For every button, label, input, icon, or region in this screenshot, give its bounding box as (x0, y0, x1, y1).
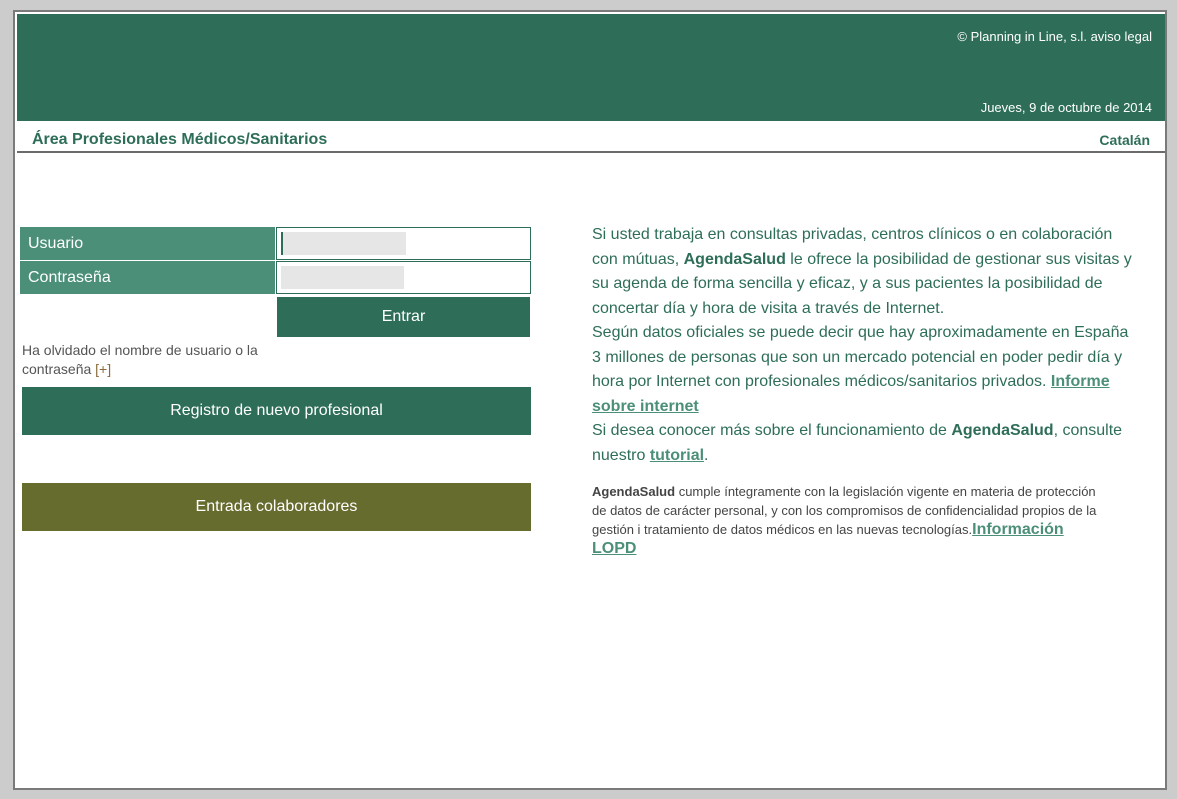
lopd-brand: AgendaSalud (592, 484, 676, 499)
forgot-credentials (22, 341, 282, 379)
forgot-text: Ha olvidado el nombre de usuario o la contraseña (22, 342, 258, 377)
brand-name: AgendaSalud (683, 250, 786, 268)
username-field-box (276, 227, 531, 260)
username-label: Usuario (20, 227, 275, 260)
current-date: Jueves, 9 de octubre de 2014 (980, 100, 1152, 115)
username-input[interactable] (281, 232, 406, 255)
info-text-segment: Si desea conocer más sobre el funcionamiento de (592, 422, 952, 439)
info-paragraph-3 (592, 419, 1140, 468)
password-row (20, 261, 532, 294)
page-title: Área Profesionales Médicos/Sanitarios (32, 131, 328, 148)
lopd-text: cumple íntegramente con la legislación vigente en materia de protección de datos de carácter personal, y con los compromisos de confidencialidad propios de la gestión i tratamiento de datos médicos en las nuevas tecnologías. (592, 484, 1097, 537)
section-bar (17, 121, 1165, 153)
lopd-info-link[interactable]: Información LOPD (592, 521, 1064, 557)
copyright-text: © Planning in Line, s.l. (957, 29, 1087, 44)
info-text (592, 223, 1140, 468)
info-text-segment: Según datos oficiales se puede decir que hay aproximadamente en España 3 millones de personas que son un mercado potencial en poder pedir día y hora por Internet con profesionales médicos/sanitarios privados. (592, 324, 1129, 390)
internet-report-link[interactable]: Informe sobre internet (592, 373, 1110, 415)
info-paragraph-2 (592, 321, 1140, 419)
register-button[interactable]: Registro de nuevo profesional (22, 387, 531, 435)
legal-notice-link[interactable]: aviso legal (1090, 29, 1152, 44)
lopd-notice (592, 482, 1107, 558)
info-text-segment: Si usted trabaja en consultas privadas, centros clínicos o en colaboración con mútuas, (592, 226, 1113, 268)
password-input[interactable] (281, 266, 404, 289)
collaborators-button[interactable]: Entrada colaboradores (22, 483, 531, 531)
copyright-notice (957, 29, 1152, 44)
info-paragraph-1 (592, 223, 1140, 321)
password-field-box (276, 261, 531, 294)
info-text-segment: le ofrece la posibilidad de gestionar sus visitas y su agenda de forma sencilla y eficaz, y a sus pacientes la posibilidad de concertar día y hora de visita a través de Internet. (592, 250, 1132, 317)
login-button[interactable]: Entrar (277, 297, 530, 337)
info-text-segment: , consulte nuestro (592, 422, 1123, 464)
password-label: Contraseña (20, 261, 275, 294)
brand-name: AgendaSalud (951, 422, 1054, 439)
language-link[interactable]: Catalán (1099, 132, 1150, 148)
info-text-segment: . (704, 446, 709, 464)
forgot-link[interactable]: [+] (95, 361, 112, 377)
header-banner (17, 14, 1165, 121)
page-frame (13, 10, 1167, 790)
username-row (20, 227, 532, 260)
tutorial-link[interactable]: tutorial (649, 446, 705, 464)
